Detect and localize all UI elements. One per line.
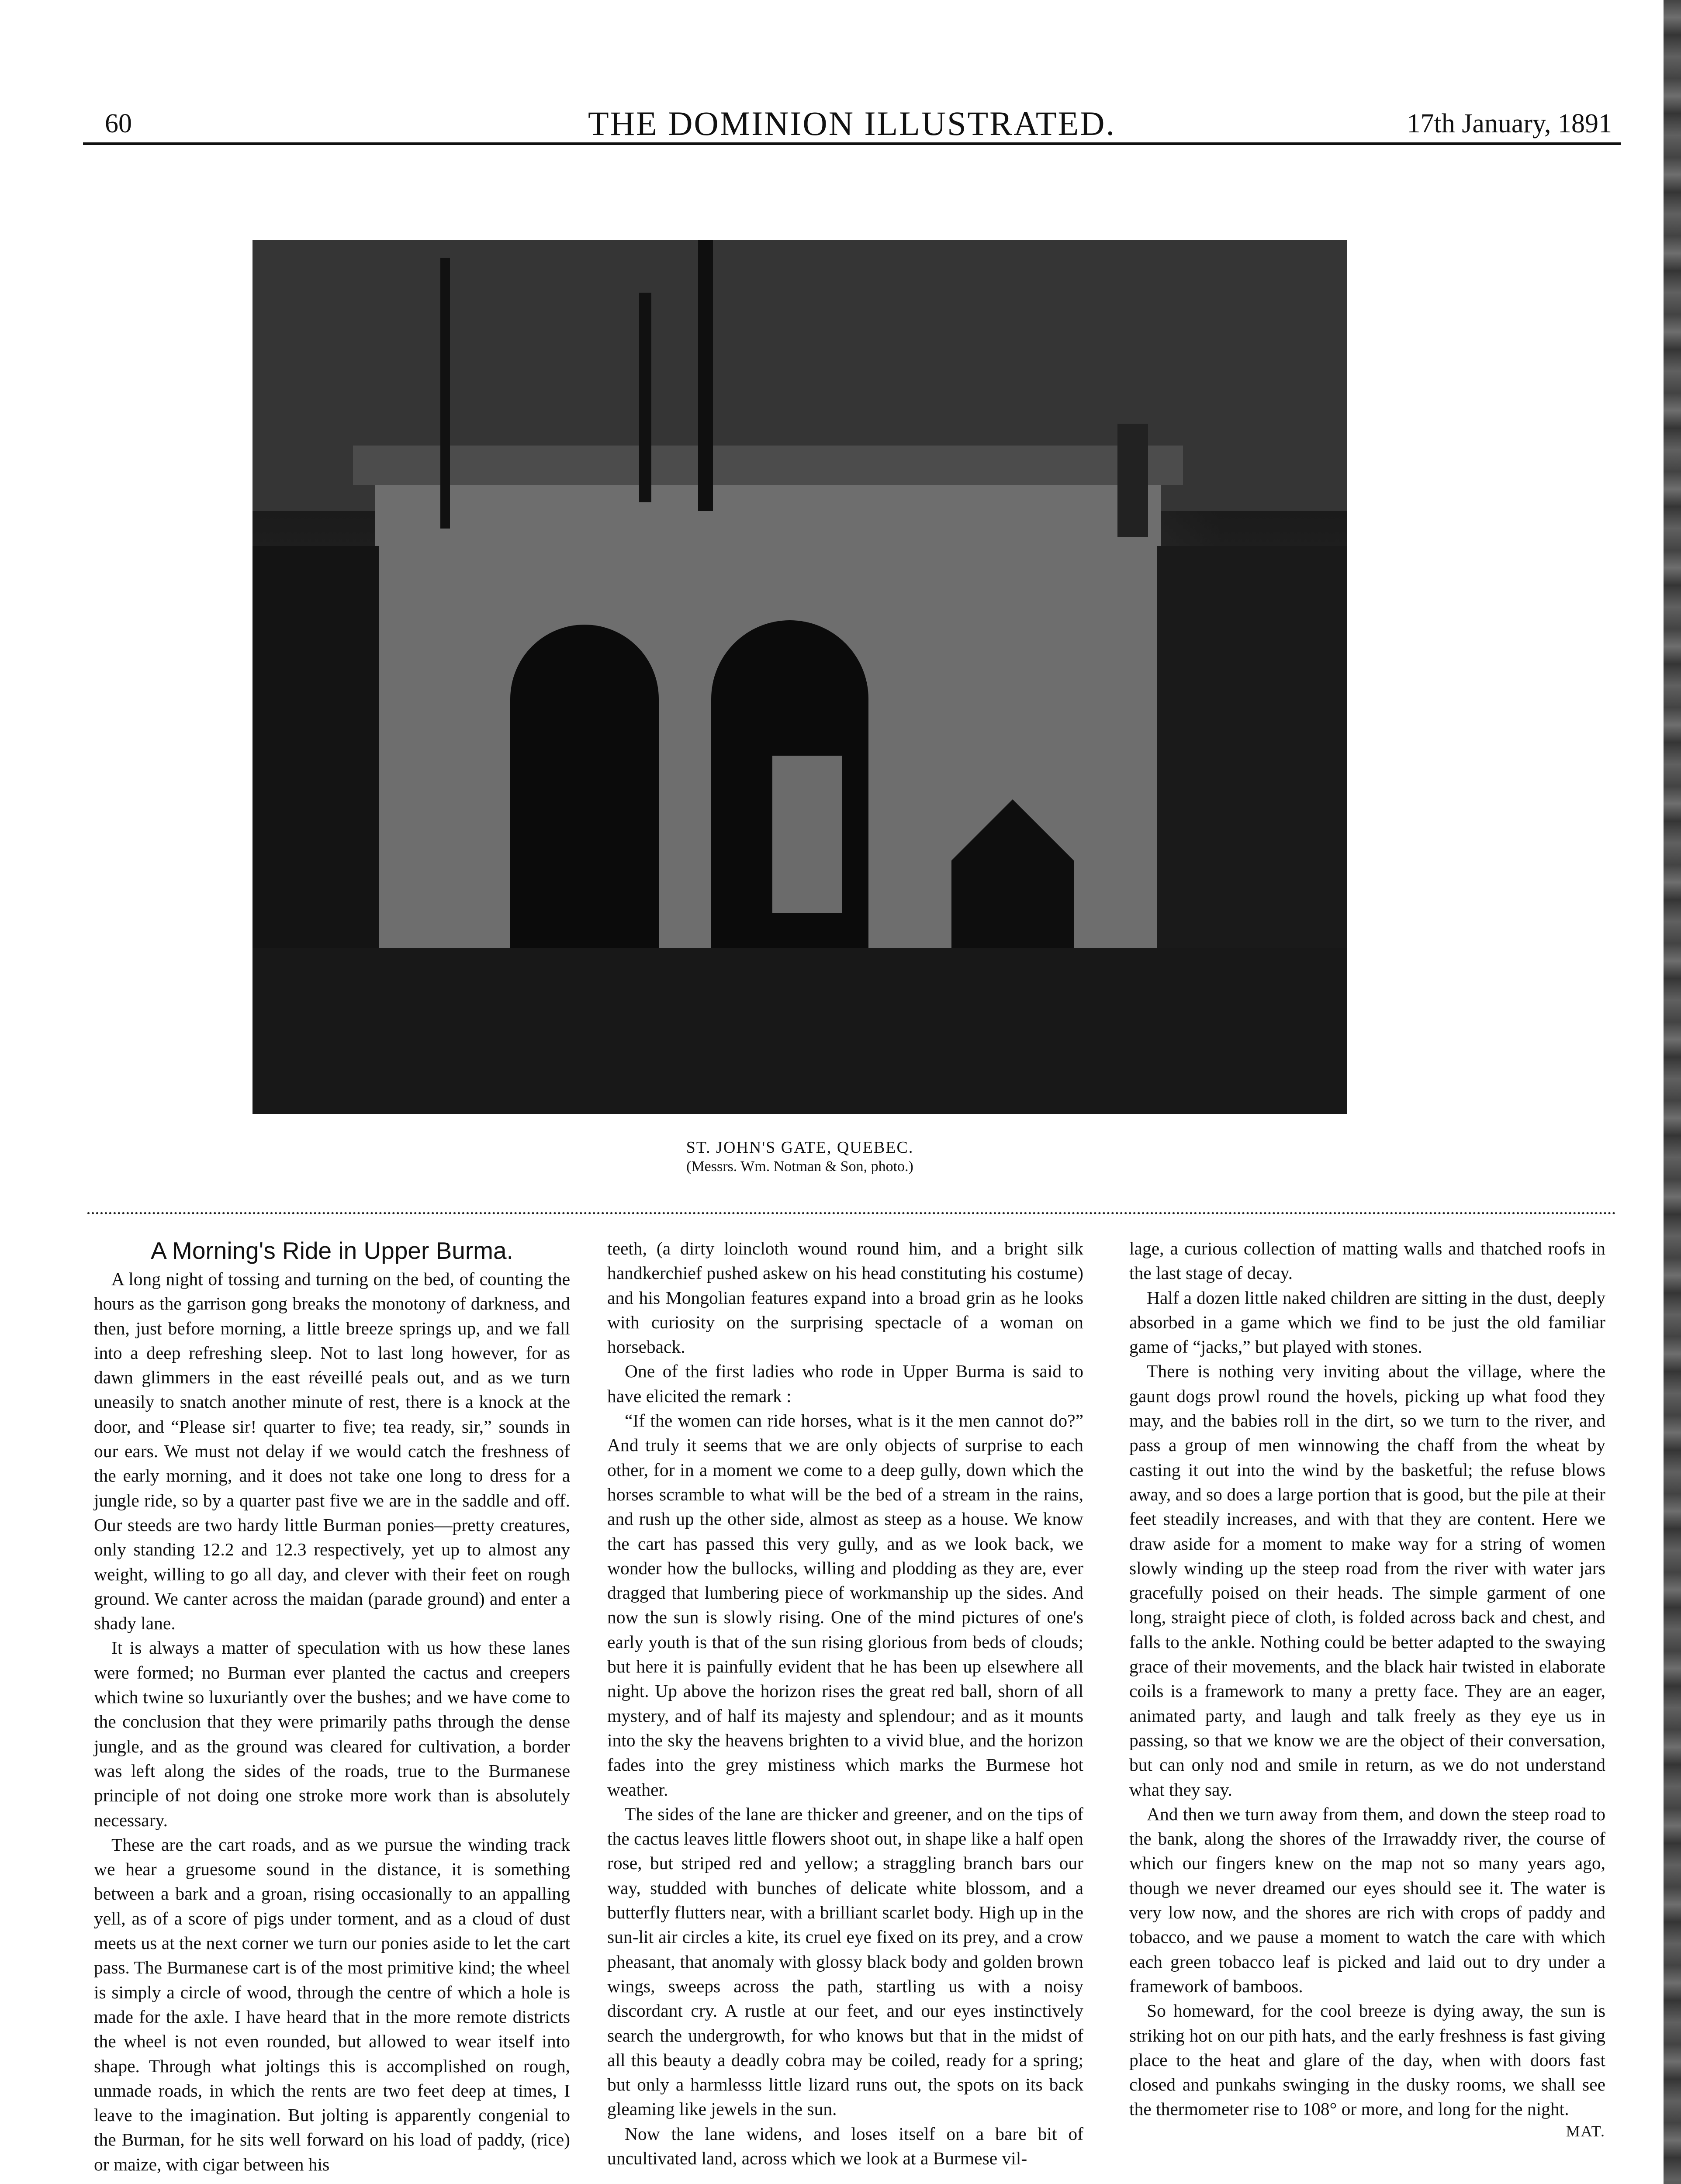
figure-credit: (Messrs. Wm. Notman & Son, photo.) (686, 1158, 913, 1175)
binding-edge (1664, 0, 1681, 2184)
paragraph: And then we turn away from them, and down the steep road to the bank, along the shores of the Irrawaddy river, the course of which our fingers knew on the map not so many years ago, though we never dreamed our eyes should see it. The water is very low now, and the shores are rich with crops of paddy and tobacco, and we pause a moment to watch the care with which each green tobacco leaf is picked and laid out to dry under a framework of bamboos. (1129, 1804, 1605, 1996)
section-divider (87, 1212, 1616, 1214)
paragraph: There is nothing very inviting about the village, where the gaunt dogs prowl round the hovels, picking up what food they may, and the babies roll in the dirt, so we turn to the river, and pass a group of men winnowing the chaff from the wheat by casting it out into the wind by the basketful; the refuse blows away, and so does a large portion that is good, but the pile at their feet steadily increases, and with that they are content. Here we draw aside for a moment to make way for a string of women slowly winding up the steep road from the river with water jars gracefully poised on their heads. The simple garment of one long, straight piece of cloth, is folded across back and chest, and falls to the ankle. Nothing could be better adapted to the swaying grace of their movements, and the black hair twisted in elaborate coils is a framework to many a pretty face. They are an eager, animated party, and laugh and talk freely as they eye us in passing, so that we know we are the object of their conversation, but can only nod and smile in return, as we do not understand what they say. (1129, 1361, 1605, 1800)
masthead (83, 100, 1621, 149)
issue-date: 17th January, 1891 (1407, 109, 1612, 138)
paragraph: lage, a curious collection of matting walls and thatched roofs in the last stage of decay. (1129, 1238, 1605, 1283)
paragraph: It is always a matter of speculation with us how these lanes were formed; no Burman ever planted the cactus and creepers which twine so luxuriantly over the bushes; and we have come to the conclusion that they were primarily paths through the dense jungle, and as the ground was cleared for cultivation, a border was left along the sides of the roads, true to the Burmanese principle of not doing one stroke more work than is absolutely necessary. (94, 1638, 570, 1830)
article-column-1 (94, 1236, 570, 2177)
paragraph: One of the first ladies who rode in Upper Burma is said to have elicited the remark : (607, 1361, 1083, 1406)
page-number: 60 (105, 109, 132, 138)
paragraph: So homeward, for the cool breeze is dying away, the sun is striking hot on our pith hats, and the early freshness is fast giving place to the heat and glare of the day, when with doors fast closed and punkahs swinging in the dusky rooms, we shall see the thermometer rise to 108° or more, and long for the night. (1129, 2001, 1605, 2119)
gate-photograph (252, 240, 1347, 1114)
masthead-rule (83, 142, 1621, 145)
article-title: A Morning's Ride in Upper Burma. (151, 1237, 513, 1264)
paragraph: Now the lane widens, and loses itself on a bare bit of uncultivated land, across which we look at a Burmese vil- (607, 2123, 1083, 2168)
author-signature: MAT. (1566, 2122, 1605, 2140)
figure-caption: ST. JOHN'S GATE, QUEBEC. (686, 1138, 914, 1157)
paragraph: “If the women can ride horses, what is it the men cannot do?” And truly it seems that we are only objects of surprise to each other, for in a moment we come to a deep gully, down which the horses scramble to what will be the bed of a stream in the rains, and rush up the other side, almost as steep as a house. We know the cart has passed this very gully, and as we look back, we wonder how the bullocks, willing and plodding as they are, ever dragged that lumbering piece of workmanship up the sides. And now the sun is slowly rising. One of the mind pictures of one's early youth is that of the sun rising glorious from beds of clouds; but here it is painfully evident that he has been up elsewhere all night. Up above the horizon rises the great red ball, shorn of all mystery, and of half its majesty and splendour; and as it mounts into the sky the heavens brighten to a vivid blue, and the horizon fades into the grey mistiness which marks the Burmese hot weather. (607, 1410, 1083, 1800)
paragraph: teeth, (a dirty loincloth wound round him, and a bright silk handkerchief pushed askew on his head constituting his costume) and his Mongolian features expand into a broad grin as he looks with curiosity on the surprising spectacle of a woman on horseback. (607, 1238, 1083, 1357)
article-column-2 (607, 1236, 1083, 2170)
paragraph: Half a dozen little naked children are sitting in the dust, deeply absorbed in a game which we find to be just the old familiar game of “jacks,” but played with stones. (1129, 1287, 1605, 1357)
paragraph: The sides of the lane are thicker and greener, and on the tips of the cactus leaves little flowers shoot out, in shape like a half open rose, but striped red and yellow; a straggling branch bars our way, studded with bunches of delicate white blossom, and a butterfly flutters near, with a brilliant scarlet body. High up in the sun-lit air circles a kite, its cruel eye fixed on its prey, and a crow pheasant, that anomaly with glossy black body and golden brown wings, sweeps across the path, startling us with a noisy discordant cry. A rustle at our feet, and our eyes instinctively search the undergrowth, for who knows but that in the midst of all this beauty a deadly cobra may be coiled, ready for a spring; but only a harmlesss little lizard runs out, the spots on its back gleaming like jewels in the sun. (607, 1804, 1083, 2119)
paragraph: A long night of tossing and turning on the bed, of counting the hours as the garrison gong breaks the monotony of darkness, and then, just before morning, a little breeze springs up, and we fall into a deep refreshing sleep. Not to last long however, for as dawn glimmers in the east réveillé peals out, and as we turn uneasily to snatch another minute of rest, there is a knock at the door, and “Please sir! quarter to five; tea ready, sir,” sounds in our ears. We must not delay if we would catch the freshness of the early morning, and it does not take one long to dress for a jungle ride, so by a quarter past five we are in the saddle and off. Our steeds are two hardy little Burman ponies—pretty creatures, only standing 12.2 and 12.3 respectively, yet up to almost any weight, willing to go all day, and clever with their feet on rough ground. We canter across the maidan (parade ground) and enter a shady lane. (94, 1269, 570, 1634)
paragraph: These are the cart roads, and as we pursue the winding track we hear a gruesome sound in the distance, it is something between a bark and a groan, rising occasionally to an appalling yell, as of a score of pigs under torment, and as a cloud of dust meets us at the next corner we turn our ponies aside to let the cart pass. The Burmanese cart is of the most primitive kind; the wheel is simply a circle of wood, through the centre of which a hole is made for the axle. I have heard that in the more remote districts the wheel is not even rounded, but allowed to wear itself into shape. Through what joltings this is accomplished on rough, unmade roads, in which the rents are two feet deep at times, I leave to the imagination. But jolting is apparently congenial to the Burman, for he sits well forward on his load of paddy, (rice) or maize, with cigar between his (94, 1834, 570, 2174)
article-column-3 (1129, 1236, 1605, 2143)
publication-title: THE DOMINION ILLUSTRATED. (588, 104, 1116, 142)
